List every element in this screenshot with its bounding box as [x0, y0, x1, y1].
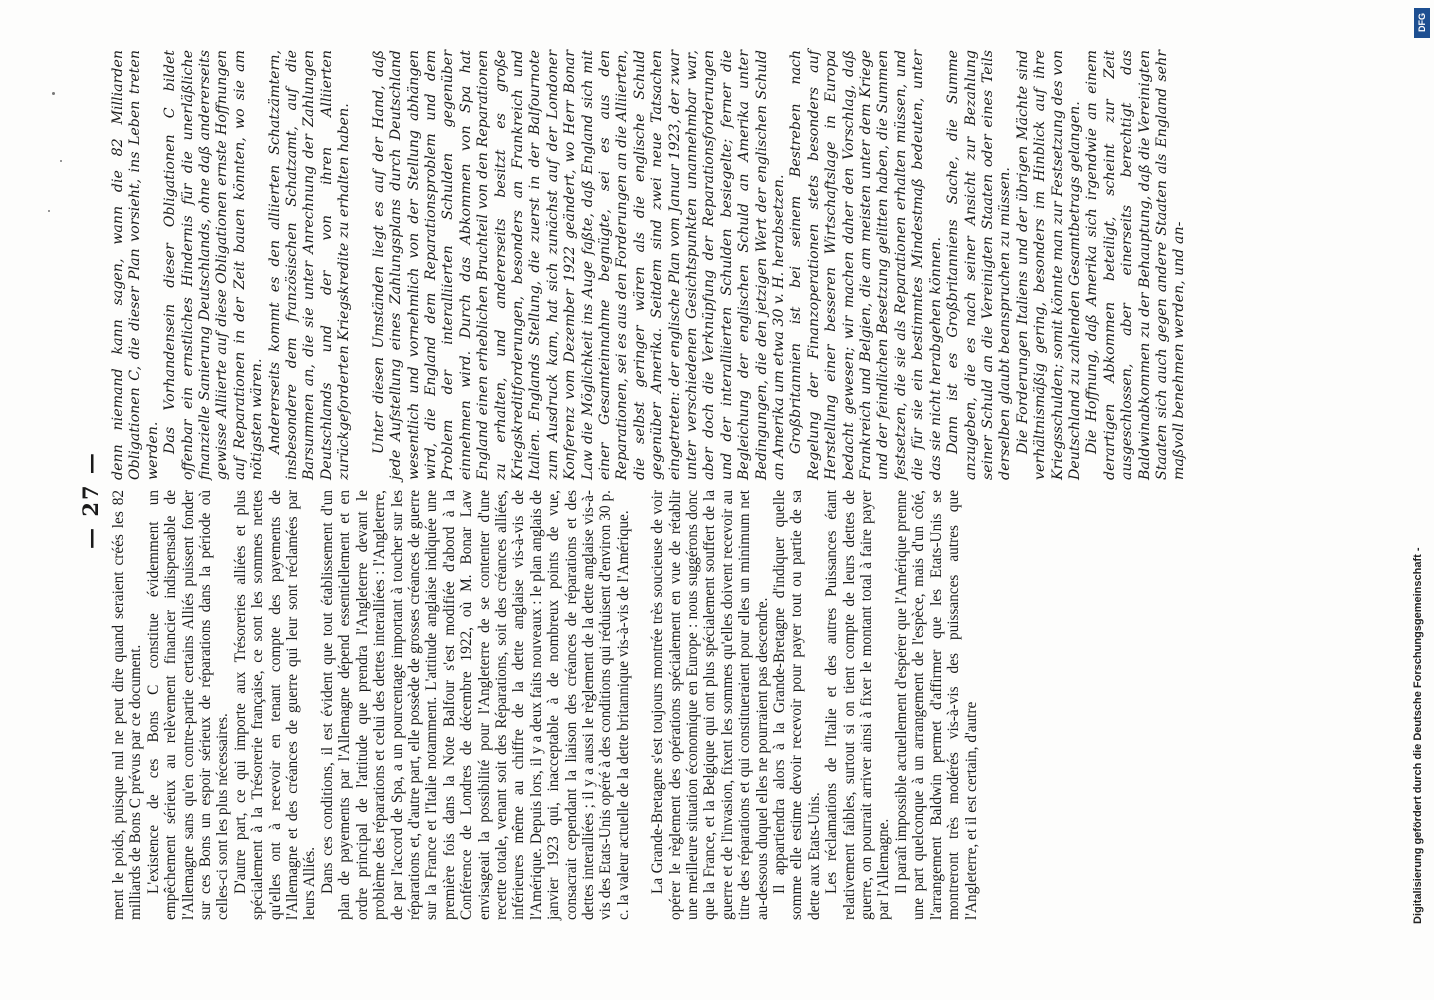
- fr-paragraph-4: Dans ces conditions, il est évident que tout établissement d'un plan de payements par l'Allemagne dépend essentiellement et en ordre principal de l'attitude que prendra l'Angleterre devant le problème des réparations et celui des dettes interalliées : l'Angleterre, de par l'accord de Spa, a un pourcentage important à toucher sur les réparations et, d'autre part, elle possède de grosses créances de guerre sur la France et l'Italie notamment. L'attitude anglaise indiquée une première fois dans la Note Balfour s'est modifiée d'abord à la Conférence de Londres de décembre 1922, où M. Bonar Law envisageait la possibilité pour l'Angleterre de se contenter d'une recette totale, venant soit des Réparations, soit des créances alliées, inférieures même au chiffre de la dette anglaise vis-à-vis de l'Amérique. Depuis lors, il y a deux faits nouveaux : le plan anglais de janvier 1923 qui, inacceptable à de nombreux points de vue, consacrait cependant la liaison des créances de réparations et des dettes interalliées ; il y a aussi le règlement de la dette anglaise vis-à-vis des Etats-Unis opéré à des conditions qui réduisent d'environ 30 p. c. la valeur actuelle de la dette britannique vis-à-vis de l'Amérique.: [318, 490, 632, 920]
- page-number: — 27 —: [78, 451, 103, 549]
- de-paragraph-5: Großbritannien ist bei seinem Bestreben nach Regelung der Finanzoperationen stets besonders auf Herstellung einer besseren Wirtschaftslage in Europa bedacht gewesen; wir machen daher den Vorschlag, daß Frankreich und Belgien, die am meisten unter dem Kriege und der feindlichen Besetzung gelitten haben, die Summen festsetzen, die sie als Reparationen erhalten müssen, und die für sie ein bestimmtes Mindestmaß bedeuten, unter das sie nicht herabgehen können.: [788, 50, 944, 480]
- de-paragraph-3: Andererseits kommt es den alliierten Schatzämtern, insbesondere dem französischen Schatzamt, auf die Barsummen an, die sie unter Anrechnung der Zahlungen Deutschlands und der von ihren Alliierten zurückgeforderten Kriegskredite zu erhalten haben.: [266, 50, 353, 480]
- scan-speck: [48, 210, 50, 212]
- de-paragraph-6: Dann ist es Großbritanniens Sache, die Summe anzugeben, die es nach seiner Ansicht zur Bezahlung seiner Schuld an die Vereinigten Staaten oder eines Teils derselben glaubt beanspruchen zu müssen.: [945, 50, 1014, 480]
- fr-paragraph-2: L'existence de ces Bons C constitue évidemment un empêchement sérieux au relèvement financier indispensable de l'Allemagne sans qu'en contre-partie certains Alliés puissent fonder sur ces Bons un espoir sérieux de réparations dans la période où celles-ci sont les plus nécessaires.: [144, 490, 232, 920]
- german-column: [110, 50, 1189, 480]
- fr-paragraph-6: Il appartiendra alors à la Grande-Bretagne d'indiquer quelle somme elle estime devoir recevoir pour payer tout ou partie de sa dette aux Etats-Unis.: [771, 490, 823, 920]
- de-paragraph-4: Unter diesen Umständen liegt es auf der Hand, daß jede Aufstellung eines Zahlungsplans durch Deutschland wesentlich und vornehmlich von der Stellung abhängen wird, die England dem Reparationsproblem und dem Problem der interalliierten Schulden gegenüber einnehmen wird. Durch das Abkommen von Spa hat England einen erheblichen Bruchteil von den Reparationen zu erhalten, und andererseits besitzt es große Kriegskreditforderungen, besonders an Frankreich und Italien. Englands Stellung, die zuerst in der Balfournote zum Ausdruck kam, hat sich zunächst auf der Londoner Konferenz vom Dezember 1922 geändert, wo Herr Bonar Law die Möglichkeit ins Auge faßte, daß England sich mit einer Gesamteinnahme begnügte, sei es aus den Reparationen, sei es aus den Forderungen an die Alliierten, die selbst geringer wären als die englische Schuld gegenüber Amerika. Seitdem sind zwei neue Tatsachen eingetreten: der englische Plan vom Januar 1923, der zwar unter verschiedenen Gesichtspunkten unannehmbar war, aber doch die Verknüpfung der Reparationsforderungen und der interalliierten Schulden besiegelte; ferner die Begleichung der englischen Schuld an Amerika unter Bedingungen, die den jetzigen Wert der englischen Schuld an Amerika um etwa 30 v. H. herabsetzen.: [370, 50, 788, 480]
- fr-paragraph-5: La Grande-Bretagne s'est toujours montrée très soucieuse de voir opérer le règlement des opérations spécialement en vue de rétablir une meilleure situation économique en Europe : nous suggérons donc que la France, et la Belgique qui ont plus spécialement souffert de la guerre et de l'invasion, fixent les sommes qu'elles doivent recevoir au titre des réparations et qui constitueraient pour elles un minimum net au-dessous duquel elles ne pourraient pas descendre.: [649, 490, 771, 920]
- de-paragraph-2: Das Vorhandensein dieser Obligationen C bildet offenbar ein ernstliches Hindernis für die unerläßliche finanzielle Sanierung Deutschlands, ohne daß andererseits gewisse Alliierte auf diese Obligationen ernste Hoffnungen auf Reparationen in der Zeit bauen könnten, wo sie am nötigsten wären.: [162, 50, 266, 480]
- scan-speck: [52, 92, 55, 95]
- fr-paragraph-3: D'autre part, ce qui importe aux Trésoreries alliées et plus spécialement à la Trésorerie française, ce sont les sommes nettes qu'elles ont à recevoir en tenant compte des payements de l'Allemagne et des créances de guerre qui leur sont réclamées par leurs Alliés.: [231, 490, 319, 920]
- fr-paragraph-8: Il paraît impossible actuellement d'espérer que l'Amérique prenne une part quelconque à un arrangement de l'espèce, mais d'un côté, l'arrangement Baldwin permet d'affirmer que les Etats-Unis se montreront très modérés vis-à-vis des puissances autres que l'Angleterre, et il est certain, d'autre: [892, 490, 980, 920]
- scan-speck: [60, 160, 62, 162]
- dfg-logo: DFG: [1414, 8, 1430, 38]
- fr-paragraph-1: ment le poids, puisque nul ne peut dire quand seraient créés les 82 milliards de Bons C prévus par ce document.: [110, 490, 145, 920]
- de-paragraph-8: Die Hoffnung, daß Amerika sich irgendwie an einem derartigen Abkommen beteiligt, scheint zur Zeit ausgeschlossen, aber einerseits berechtigt das Baldwinabkommen zu der Behauptung, daß die Vereinigten Staaten sich auch gegen andere Staaten als England sehr maßvoll benehmen werden, und an-: [1084, 50, 1188, 480]
- fr-paragraph-7: Les réclamations de l'Italie et des autres Puissances étant relativement faibles, surtout si on tient compte de leurs dettes de guerre, on pourrait arriver ainsi à fixer le montant total à faire payer par l'Allemagne.: [823, 490, 893, 920]
- de-paragraph-1: denn niemand kann sagen, wann die 82 Milliarden Obligationen C, die dieser Plan vorsieht, ins Leben treten werden.: [110, 50, 161, 480]
- digitization-credit: Digitalisierung gefördert durch die Deutsche Forschungsgemeinschaft -: [1412, 547, 1424, 924]
- de-paragraph-7: Die Forderungen Italiens und der übrigen Mächte sind verhältnismäßig gering, besonders im Hinblick auf ihre Kriegsschulden; somit könnte man zur Festsetzung des von Deutschland zu zahlenden Gesamtbetrags gelangen.: [1014, 50, 1083, 480]
- french-column: [110, 490, 980, 920]
